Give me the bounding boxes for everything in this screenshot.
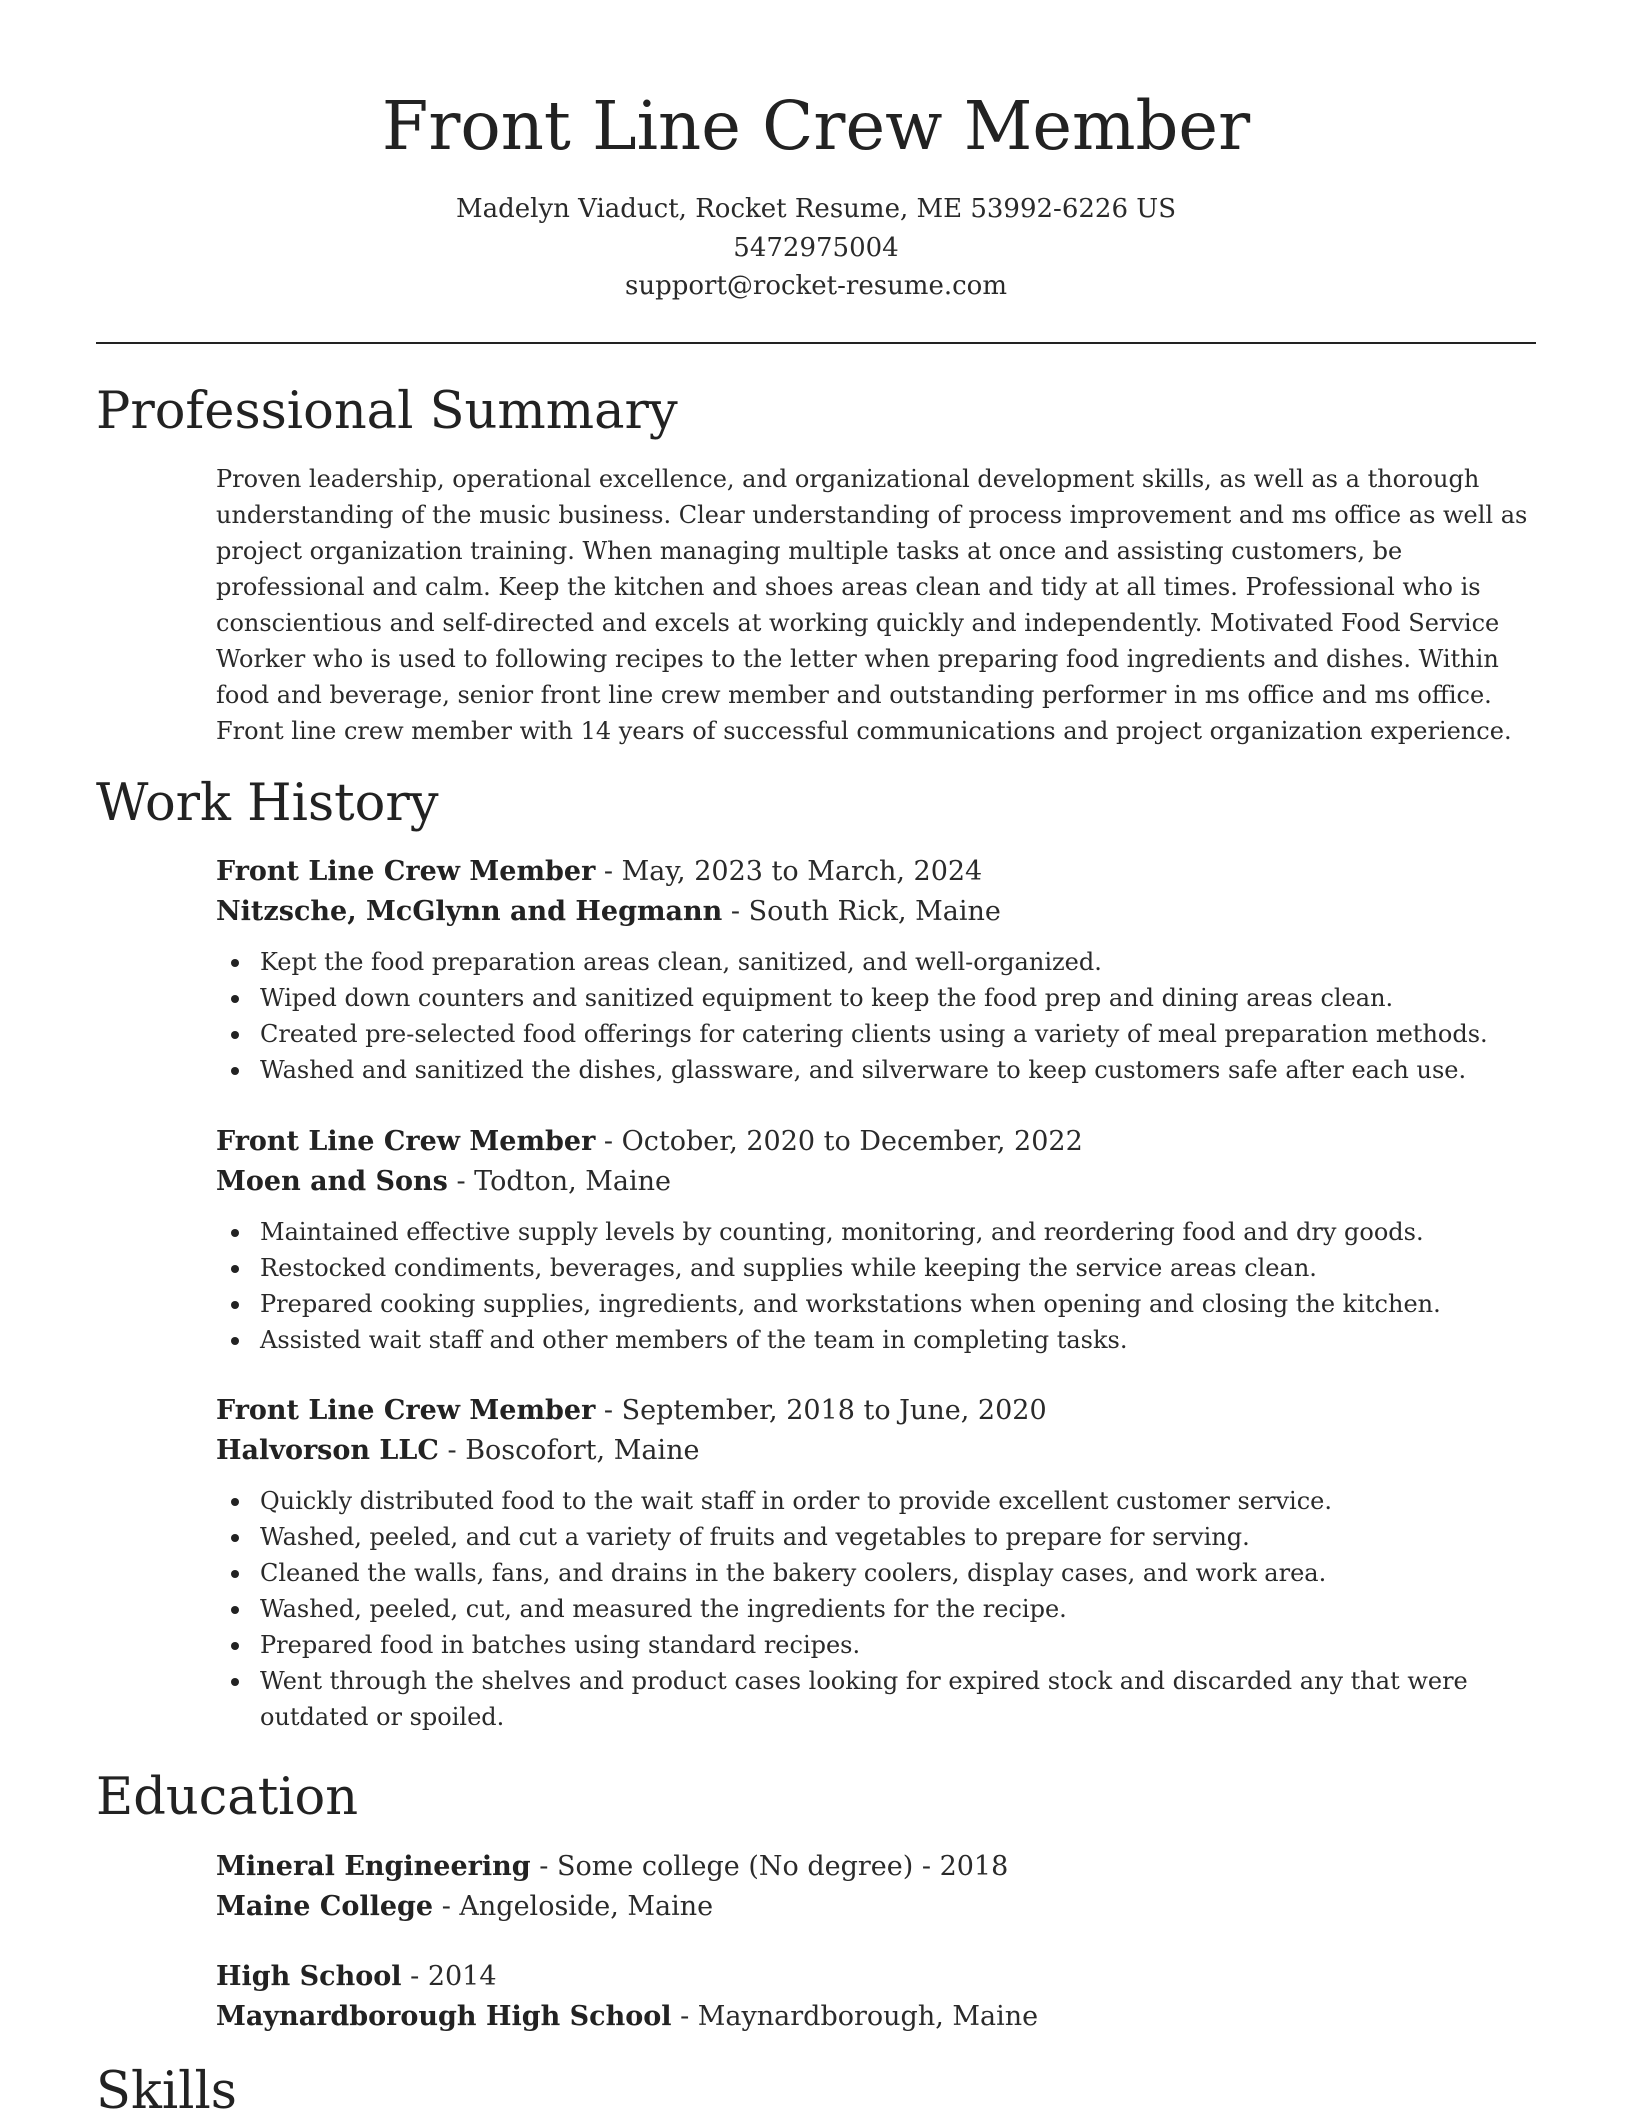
skills-heading: Skills [96,2062,237,2121]
separator: - [401,1961,428,1992]
bullet-icon [231,1534,239,1542]
job-bullets [216,1483,1536,1735]
bullet-text: Created pre-selected food offerings for catering clients using a variety of meal preparation methods. [260,1020,1488,1048]
bullet-icon [231,1265,239,1273]
job-dates: May, 2023 to March, 2024 [621,856,983,887]
job-title-line [216,1391,1536,1431]
list-item [216,1286,1536,1322]
list-item [216,1322,1536,1358]
bullet-text: Prepared cooking supplies, ingredients, and workstations when opening and closing the kitchen. [260,1290,1441,1318]
job-title-line [216,852,1536,892]
job-company-line [216,1431,1536,1471]
bullet-text: Maintained effective supply levels by counting, monitoring, and reordering food and dry goods. [260,1218,1424,1246]
separator: - [595,1126,622,1157]
education-degree: High School [216,1961,402,1992]
summary-heading: Professional Summary [96,382,678,441]
bullet-icon [231,995,239,1003]
bullet-text: Restocked condiments, beverages, and supplies while keeping the service areas clean. [260,1254,1317,1282]
job-title-line [216,1122,1536,1162]
separator: - [671,2001,698,2032]
separator: - [913,1851,940,1882]
job-location: Boscofort, Maine [465,1435,700,1466]
bullet-text: Kept the food preparation areas clean, sanitized, and well-organized. [260,948,1102,976]
education-degree-line [216,1957,1536,1997]
separator: - [530,1851,557,1882]
list-item [216,1519,1536,1555]
education-year: 2018 [939,1851,1009,1882]
job-bullets [216,944,1536,1088]
contact-phone: 5472975004 [733,233,899,263]
education-degree: Mineral Engineering [216,1851,531,1882]
bullet-text: Assisted wait staff and other members of the team in completing tasks. [260,1326,1128,1354]
job-location: South Rick, Maine [748,896,1001,927]
separator: - [438,1435,466,1466]
bullet-icon [231,1642,239,1650]
job-company-line [216,892,1536,932]
education-location: Angeloside, Maine [459,1891,714,1922]
header-divider [96,342,1536,344]
education-year: 2014 [427,1961,497,1992]
list-item [216,1016,1536,1052]
list-item [216,1052,1536,1088]
bullet-icon [231,1498,239,1506]
education-heading: Education [96,1768,359,1827]
job-entry [216,1391,1536,1735]
summary-text: Proven leadership, operational excellence, and organizational development skills, as well as a thorough understanding of the music business. Clear understanding of process improvement and ms office as well as project organization training. When managing multiple tasks at once and assisting customers, be professional and calm. Keep the kitchen and shoes areas clean and tidy at all times. Professional who is conscientious and self-directed and excels at working quickly and independently. Motivated Food Service Worker who is used to following recipes to the letter when preparing food ingredients and dishes. Within food and beverage, senior front line crew member and outstanding performer in ms office and ms office. Front line crew member with 14 years of successful communications and project organization experience. [216,465,1528,745]
education-school: Maynardborough High School [216,2001,672,2032]
list-item [216,1250,1536,1286]
bullet-text: Washed, peeled, and cut a variety of fruits and vegetables to prepare for serving. [260,1523,1250,1551]
bullet-text: Washed, peeled, cut, and measured the ingredients for the recipe. [260,1595,1067,1623]
list-item [216,1663,1536,1735]
list-item [216,1214,1536,1250]
job-title: Front Line Crew Member [216,856,596,887]
job-bullets [216,1214,1536,1358]
job-entry [216,852,1536,1088]
list-item [216,1555,1536,1591]
bullet-icon [231,1229,239,1237]
education-school-line [216,1887,1536,1927]
job-company-line [216,1162,1536,1202]
resume-title: Front Line Crew Member [381,87,1251,165]
bullet-icon [231,1067,239,1075]
bullet-icon [231,1031,239,1039]
separator: - [595,1395,622,1426]
education-entry [216,1957,1536,2037]
bullet-icon [231,1570,239,1578]
education-degree-line [216,1847,1536,1887]
job-location: Todton, Maine [474,1166,672,1197]
job-entry [216,1122,1536,1358]
contact-address: Madelyn Viaduct, Rocket Resume, ME 53992-6226 US [455,194,1176,224]
list-item [216,980,1536,1016]
list-item [216,944,1536,980]
bullet-icon [231,1678,239,1686]
bullet-icon [231,959,239,967]
bullet-text: Went through the shelves and product cases looking for expired stock and discarded any that were outdated or spoiled. [260,1667,1468,1731]
list-item [216,1483,1536,1519]
education-location: Maynardborough, Maine [697,2001,1039,2032]
bullet-text: Cleaned the walls, fans, and drains in the bakery coolers, display cases, and work area. [260,1559,1327,1587]
job-title: Front Line Crew Member [216,1126,596,1157]
job-title: Front Line Crew Member [216,1395,596,1426]
education-school: Maine College [216,1891,434,1922]
separator: - [595,856,622,887]
education-level: Some college (No degree) [556,1851,914,1882]
work-history-heading: Work History [96,774,439,833]
separator: - [722,896,749,927]
education-entry [216,1847,1536,1927]
bullet-icon [231,1337,239,1345]
bullet-text: Washed and sanitized the dishes, glassware, and silverware to keep customers safe after each use. [260,1056,1467,1084]
list-item [216,1591,1536,1627]
contact-email: support@rocket-resume.com [624,271,1007,301]
job-dates: October, 2020 to December, 2022 [621,1126,1083,1157]
bullet-icon [231,1606,239,1614]
job-company: Moen and Sons [216,1166,448,1197]
job-dates: September, 2018 to June, 2020 [621,1395,1047,1426]
summary-block [216,461,1536,749]
education-school-line [216,1997,1536,2037]
bullet-icon [231,1301,239,1309]
separator: - [433,1891,460,1922]
list-item [216,1627,1536,1663]
bullet-text: Prepared food in batches using standard recipes. [260,1631,861,1659]
job-company: Nitzsche, McGlynn and Hegmann [216,896,723,927]
bullet-text: Quickly distributed food to the wait staff in order to provide excellent customer service. [260,1487,1332,1515]
bullet-text: Wiped down counters and sanitized equipment to keep the food prep and dining areas clean. [260,984,1394,1012]
job-company: Halvorson LLC [216,1435,439,1466]
separator: - [447,1166,475,1197]
